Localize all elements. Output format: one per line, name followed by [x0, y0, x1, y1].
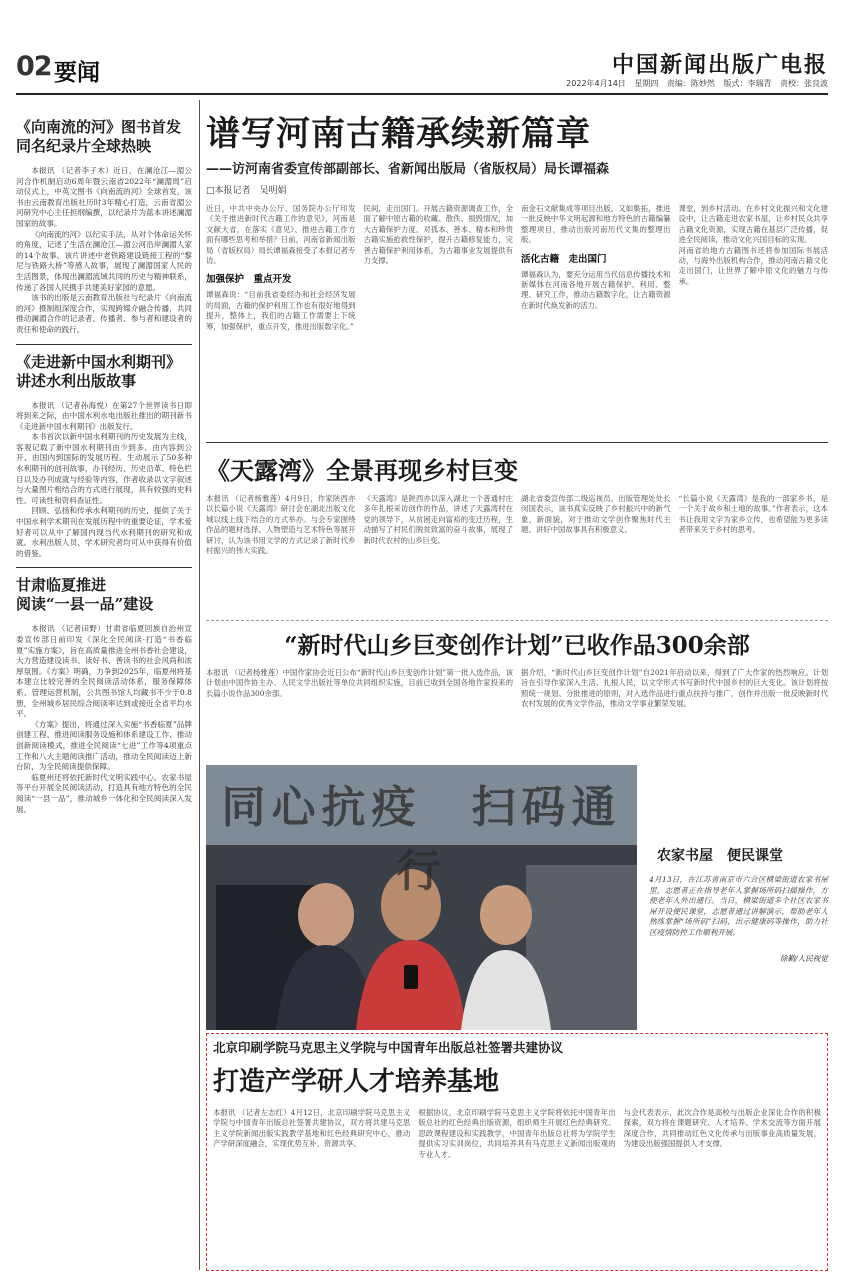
article-box [206, 1033, 828, 1271]
sidebar-headline-2: 《走进新中国水利期刊》 讲述水利出版故事 [16, 352, 182, 390]
article-creation-plan [206, 627, 828, 772]
paragraph: 本报讯 （记者孙海悦）在第27个世界读书日即将到来之际，由中国水利水电出版社推出的期刊新书《走进新中国水利期刊》出版发行。 [16, 400, 192, 431]
paragraph: 临夏州还将依托新时代文明实践中心、农家书屋等平台开展全民阅读活动，打造具有地方特色的全民阅读“一县一品”，推动城乡一体化和全民阅读深入发展。 [16, 772, 192, 814]
paragraph: 根据协议，北京印刷学院马克思主义学院将依托中国青年出版总社的红色经典出版资源，组织师生开展红色经典研究、思政课程建设和实践教学，中国青年出版总社将为学院学生提供实习实训岗位，共同培养具有马克思主义新闻出版观的专业人才。 [418, 1108, 616, 1159]
caption-credit: 徐勤/人民视觉 [779, 953, 828, 963]
sidebar-body-1 [16, 166, 192, 336]
divider [16, 344, 192, 345]
lead-headline: 谱写河南古籍承续新篇章 [206, 114, 591, 154]
lead-columns [206, 204, 828, 434]
sidebar [16, 100, 192, 815]
section-subhead: 加强保护 重点开发 [206, 274, 292, 286]
divider [16, 567, 192, 568]
proofreader: 责校：张良波 [780, 79, 828, 88]
paragraph: 与会代表表示，此次合作是高校与出版企业深化合作的积极探索，双方将在课题研究、人才培养、学术交流等方面开展深度合作，共同推动红色文化传承与出版事业高质量发展，为建设出版强国提供人才支撑。 [623, 1108, 821, 1149]
paragraph: 近日，中共中央办公厅、国务院办公厅印发《关于推进新时代古籍工作的意见》，河南是文献大省，在落实《意见》、推进古籍工作方面有哪些思考和举措？日前，河南省新闻出版局（省版权局）局长谭福森接受了本报记者专访。 [206, 204, 356, 266]
lead-col-2 [364, 204, 514, 434]
paragraph: 本报讯 （记者李子木）近日，在澜沧江—湄公河合作机制启动6周年暨云南省2022年“澜湄周”启动仪式上，中英文图书《向南流的河》全球首发，该书由云南教育出版社历时3年精心打造，云南省湄公河研究中心主任担纲编撰，以纪录片为蓝本讲述澜湄国家的故事。 [16, 166, 192, 228]
paragraph: 该书的出版是云南教育出版社与纪录片《向南流的河》摄制组深度合作，实现跨媒介融合传播，共同推动澜湄合作的记录者、传播者、参与者和建设者的责任和使命的践行。 [16, 293, 192, 334]
paragraph: 湖北省委宣传部二级巡视员、出版管理处处长闵国表示，该书真实反映了乡村振兴中的新气象，新面貌，对于推动文学创作聚焦时代主题、讲好中国故事具有积极意义。 [521, 494, 671, 535]
paragraph: 谭福森说：“目前我省委经办和社会经济发展的局面，古籍的保护利用工作也有很好地得到提升，整体上，我们的古籍工作需要上下统筹，加强保护，重点开发，推进出版数字化。” [206, 290, 356, 331]
paragraph: 本书首次以新中国水利期刊的历史发展为主线，客观记载了新中国水利期刊由少到多、由内容到公开、由国内到国际的发展历程。生动展示了50多种水利期刊的创刊故事，办刊经历、历史沿革、特色栏目以及办刊成就与经验等内容，作者收录以文字叙述与大量图片相结合的方式进行展现，具有较强的史料性、可读性和资料查证性。 [16, 432, 192, 505]
page-meta [560, 78, 828, 89]
article-columns [206, 668, 828, 772]
lead-subhead: ——访河南省委宣传部副部长、省新闻出版局（省版权局）局长谭福森 [206, 162, 610, 177]
lead-col-1 [206, 204, 356, 434]
paragraph: 谭福森认为，要充分运用当代信息传播技术和新媒体在河南各地开展古籍保护、利用、整理、研究工作，推动古籍数字化，让古籍资源在新时代焕发新的活力。 [521, 269, 671, 310]
weekday: 星期四 [634, 79, 659, 88]
section-title: 要闻 [54, 60, 100, 86]
divider [206, 442, 828, 443]
photo-banner: 同心抗疫 扫码通行 [221, 782, 622, 897]
article-headline: 打造产学研人才培养基地 [213, 1067, 500, 1097]
paragraph: 《天露湾》是陕西亦以深入湖北一个普通村庄多年扎根采访创作的作品，讲述了天露湾村在党的领导下，从贫困走向富裕的变迁历程，生动描写了村民们脱贫致富的奋斗故事，展现了新时代农村的山乡巨变。 [363, 494, 513, 545]
caption-body: 4月13日，在江苏省南京市六合区横梁街道农家书屋里，志愿者正在指导老年人掌握场所码扫描操作，方便老年人外出通行。当日，横梁街道多个社区农家书屋开设便民课堂，志愿者通过讲解演示，帮助老年人熟练掌握“场所码”扫码、出示健康码等操作，助力社区疫情防控工作顺利开展。 [649, 875, 828, 937]
lead-article [206, 114, 828, 434]
paragraph: 民间，走出国门。开展古籍资源调查工作，全面了解中原古籍的收藏、散佚、损毁情况，加大古籍保护力度，对孤本、善本、精本和珍贵古籍实施抢救性保护，提升古籍修复能力，完善古籍保护利用体系，为古籍事业发展提供有力支撑。 [363, 204, 513, 266]
header-rule [16, 93, 828, 95]
sidebar-headline-3: 甘肃临夏推进 阅读“一县一品”建设 [16, 576, 154, 614]
sidebar-body-2 [16, 401, 192, 560]
lead-col-3 [521, 204, 671, 434]
news-photo [206, 765, 637, 1030]
paragraph: 课堂，到乡村活动。在乡村文化振兴和文化建设中，让古籍走进农家书屋，让乡村民众共享古籍文化资源，实现古籍在基层广泛传播，促进全民阅读，推动文化兴国目标的实现。 [678, 204, 828, 245]
main-content [206, 100, 828, 772]
editor: 责编：陈妙然 [666, 79, 715, 88]
paragraph: “长篇小说《天露湾》是我的一部家乡书，是一个关于故乡和土地的故事。”作者表示，这本书让我用文字为家乡立传，也希望能为更多读者带来关于乡村的思考。 [678, 494, 828, 535]
article-tianluwan [206, 451, 828, 614]
sidebar-headline-1: 《向南流的河》图书首发 同名纪录片全球热映 [16, 118, 182, 155]
layout-editor: 版式：李瑞青 [723, 79, 772, 88]
newspaper-logo: 中国新闻出版广电报 [611, 52, 828, 78]
article-kicker: 北京印刷学院马克思主义学院与中国青年出版总社签署共建协议 [213, 1040, 564, 1055]
paragraph: 本报讯 （记者田野）甘肃省临夏回族自治州宣委宣传部日前印发《深化全民阅读·打造“书香临夏”实施方案》，旨在高质量推进全州书香社会建设，大力营造建设读书、读好书、善读书的社会风尚和浓厚氛围。《方案》明确，力争到2025年，临夏州将基本建立比较完善的全民阅读活动体系，服务保障体系、管理运营机制，公共图书馆人均藏书不少于0.8册，全州城乡居民综合阅读率达到或接近全省平均水平。 [16, 624, 192, 719]
article-columns [213, 1108, 821, 1268]
article-headline: 《天露湾》全景再现乡村巨变 [206, 456, 518, 485]
paragraph: 南金石文献集成等项目出版，又如集拓，推进一批反映中华文明起源和地方特色的古籍编纂整理项目，推动出版河南历代文集的整理出版。 [521, 204, 671, 245]
paragraph: 本报讯 （记者左志红）4月12日，北京印刷学院马克思主义学院与中国青年出版总社签署共建协议，双方将共建马克思主义学院新闻出版实践教学基地和红色经典研究中心，推动产学研深度融合，实现优势互补、资源共享。 [213, 1108, 411, 1149]
paragraph: 河南省的地方古籍图书还将参加国际书展活动，与海外出版机构合作，推动河南古籍文化走出国门，让世界了解中原文化的魅力与传承。 [678, 245, 828, 286]
divider [206, 620, 828, 621]
paragraph: 回顾、弘扬和传承水利期刊的历史，提供了关于中国水利学术期刊在发展历程中的重要论证，学术爱好者可以从中了解国内现当代水利期刊的研究和成就。水利出版人员、学术研究者均可从中获得有价值的借鉴。 [16, 506, 192, 558]
page-number: 02 [16, 51, 52, 82]
sidebar-body-3 [16, 624, 192, 815]
photo-caption [643, 765, 828, 1030]
paragraph: 《方案》提出，将通过深入实施“书香临夏”品牌创建工程、推进阅读服务设施和体系建设工作、推动创新阅读模式，推进全民阅读“七进”工作等4项重点工作和八大主题阅读推广活动，推动全民阅读迈上新台阶，为全民阅读提供保障。 [16, 719, 192, 772]
paragraph: 本报讯 （记者杨雅莲）中国作家协会近日公布“新时代山乡巨变创作计划”第一批入选作品，该计划由中国作协主办、人民文学出版社等单位共同组织实施，目前已收到全国各地作家投来的长篇小说作品300余部。 [206, 668, 513, 698]
paragraph: 《向南流的河》以纪实手法，从对个体命运关怀的角度，记述了生活在澜沧江—湄公河沿岸澜湄人家的14个故事。该片讲述中老铁路建设链接工程的“黎尼与铁路大桥”等感人故事，展现了澜湄国家人民的生活图景，体现出澜湄流域共同的历史与精神联系，传递了各国人民携手共建美好家园的意愿。 [16, 229, 192, 292]
article-headline: “新时代山乡巨变创作计划”已收作品300余部 [284, 632, 750, 659]
article-columns [206, 494, 828, 614]
paragraph: 据介绍，“新时代山乡巨变创作计划”自2021年启动以来，得到了广大作家的热烈响应。计划旨在引导作家深入生活、扎根人民，以文学形式书写新时代中国乡村的巨大变化。该计划将按照统一规划、分批推进的原则，对入选作品进行重点扶持与推广，创作并出版一批反映新时代农村发展的优秀文学作品，推动文学事业繁荣发展。 [521, 668, 828, 709]
lead-col-4 [679, 204, 829, 434]
caption-title: 农家书屋 便民课堂 [657, 848, 783, 864]
column-divider [199, 100, 200, 1270]
date: 2022年4月14日 [566, 79, 626, 88]
section-subhead: 活化古籍 走出国门 [521, 253, 607, 265]
masthead [16, 48, 828, 88]
lead-byline: □本报记者 吴明娟 [206, 186, 287, 196]
paragraph: 本报讯 （记者杨雅莲）4月9日，作家陕西亦以长篇小说《天露湾》研讨会在湖北出版文化城以线上线下结合的方式举办。与会专家围绕作品的题材选择、人物塑造与艺术特色等展开研讨，认为该书用文学的方式记录了新时代乡村振兴的伟大实践。 [206, 494, 356, 556]
